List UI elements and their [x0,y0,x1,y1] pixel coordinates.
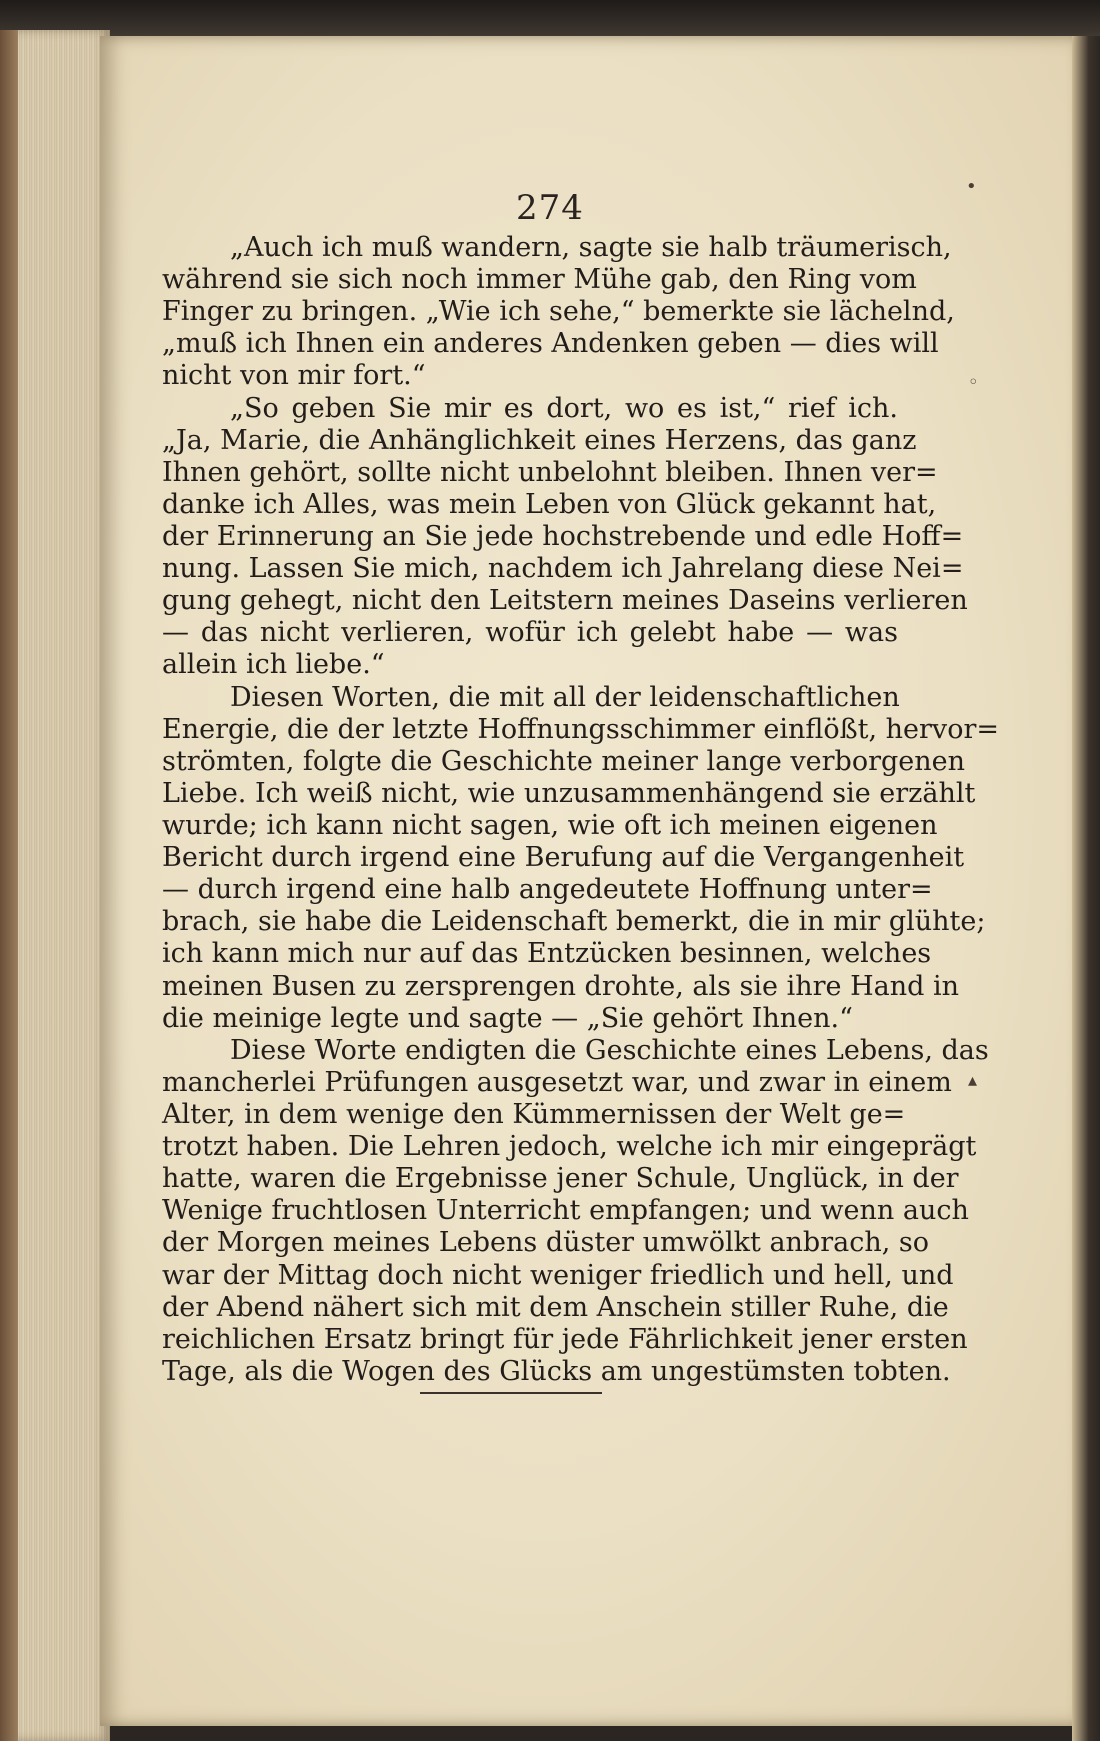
text-line: reichlichen Ersatz bringt für jede Fährlichkeit jener ersten [162,1323,968,1355]
text-line: Liebe. Ich weiß nicht, wie unzusammenhängend sie erzählt [162,777,976,809]
text-line: der Abend nähert sich mit dem Anschein stiller Ruhe, die [162,1291,949,1323]
text-line: Wenige fruchtlosen Unterricht empfangen; und wenn auch [162,1195,969,1227]
book-right-edge [1072,36,1100,1741]
text-line: ich kann mich nur auf das Entzücken besinnen, welches [162,938,932,970]
text-line: strömten, folgte die Geschichte meiner lange verborgenen [162,745,966,777]
section-divider [420,1392,602,1394]
text-line: „Auch ich muß wandern, sagte sie halb träumerisch, [230,232,952,263]
margin-mark: ◦ [968,372,979,393]
text-line: „So geben Sie mir es dort, wo es ist,“ rief ich. [230,392,898,424]
text-line: nung. Lassen Sie mich, nachdem ich Jahrelang diese Nei= [162,553,964,585]
text-line: Alter, in dem wenige den Kümmernissen der Welt ge= [162,1098,906,1130]
page-number: 274 [516,188,584,228]
text-line: hatte, waren die Ergebnisse jener Schule, Unglück, in der [162,1163,959,1195]
text-line: — das nicht verlieren, wofür ich gelebt habe — was [162,617,898,649]
text-line: brach, sie habe die Leidenschaft bemerkt, die in mir glühte; [162,906,986,938]
text-line: Tage, als die Wogen des Glücks am ungestümsten tobten. [162,1355,951,1387]
text-line: Bericht durch irgend eine Berufung auf die Vergangenheit [162,842,965,874]
body-text [162,232,999,1388]
text-line: „muß ich Ihnen ein anderes Andenken geben — dies will [162,328,939,360]
text-line: die meinige legte und sagte — „Sie gehört Ihnen.“ [162,1002,853,1034]
text-line: Finger zu bringen. „Wie ich sehe,“ bemerkte sie lächelnd, [162,296,955,328]
text-line: mancherlei Prüfungen ausgesetzt war, und zwar in einem [162,1066,952,1098]
text-line: Energie, die der letzte Hoffnungsschimmer einflößt, hervor= [162,713,999,745]
text-line: danke ich Alles, was mein Leben von Glück gekannt hat, [162,488,937,520]
text-line: — durch irgend eine halb angedeutete Hoffnung unter= [162,874,933,906]
text-line: der Morgen meines Lebens düster umwölkt anbrach, so [162,1227,930,1259]
text-line: Ihnen gehört, sollte nicht unbelohnt bleiben. Ihnen ver= [162,456,938,488]
book-cover-edge [0,30,18,1741]
text-line: der Erinnerung an Sie jede hochstrebende und edle Hoff= [162,520,964,552]
text-line: während sie sich noch immer Mühe gab, den Ring vom [162,264,917,296]
text-line: allein ich liebe.“ [162,649,385,681]
text-line: „Ja, Marie, die Anhänglichkeit eines Herzens, das ganz [162,424,917,456]
text-line: gung gehegt, nicht den Leitstern meines Daseins verlieren [162,585,968,617]
text-line: nicht von mir fort.“ [162,360,426,392]
text-line: Diesen Worten, die mit all der leidenschaftlichen [230,681,900,713]
margin-mark: • [966,176,977,197]
text-line: trotzt haben. Die Lehren jedoch, welche ich mir eingeprägt [162,1131,977,1163]
text-line: meinen Busen zu zersprengen drohte, als sie ihre Hand in [162,970,960,1002]
text-line: Diese Worte endigten die Geschichte eines Lebens, das [230,1034,989,1066]
text-line: wurde; ich kann nicht sagen, wie oft ich meinen eigenen [162,809,938,841]
margin-mark: ▴ [968,1070,978,1091]
text-line: war der Mittag doch nicht weniger friedlich und hell, und [162,1259,954,1291]
